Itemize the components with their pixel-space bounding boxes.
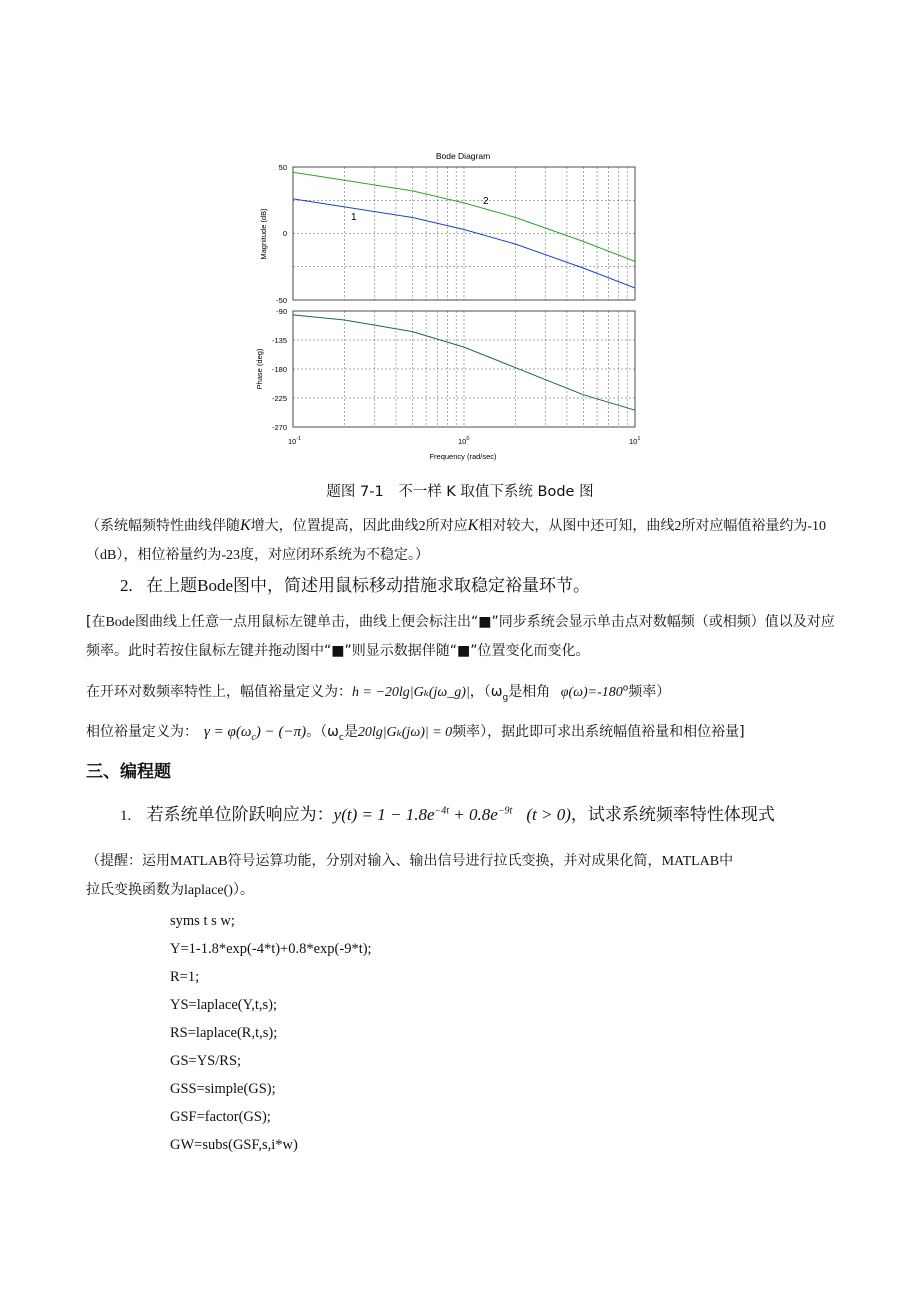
gain-margin-value: -10	[807, 519, 827, 534]
text: MATLAB	[170, 854, 228, 869]
phase-margin-value: -23	[221, 548, 241, 563]
subscript: g	[502, 692, 509, 703]
text: （提醒：运用	[86, 853, 170, 869]
formula: φ(ω)=-180	[560, 685, 623, 700]
phase-ytick: -90	[276, 307, 287, 316]
text: 频率）	[628, 684, 671, 700]
formula: h = −20lg|Gₖ(jω_g)|	[352, 685, 470, 700]
text: 在上题	[146, 576, 198, 596]
text: ）。	[232, 882, 254, 898]
code-line: R=1;	[170, 969, 200, 985]
gain-margin-definition	[86, 681, 670, 703]
formula: ) − (−π)	[255, 724, 307, 740]
formula: γ = φ(ω	[204, 724, 252, 740]
figure-caption: 题图 7-1 不一样 K 取值下系统 Bode 图	[326, 484, 594, 500]
text: ，试求系统频率特性体现式	[570, 805, 775, 825]
code-line: GS=YS/RS;	[170, 1053, 242, 1069]
chart-title: Bode Diagram	[435, 151, 491, 161]
text: 所对应	[425, 518, 468, 534]
section-title: 三、编程题	[86, 762, 171, 782]
superscript: −4t	[434, 805, 450, 817]
text: 度，对应闭环系统为不稳定。）	[240, 547, 430, 563]
question-2	[120, 571, 590, 596]
text: 增大，位置提高，因此曲线	[250, 518, 419, 534]
formula: (t > 0)	[526, 805, 571, 824]
unit: dB	[100, 548, 117, 563]
text: 图中，简述用鼠标移动措施求取稳定裕量环节。	[233, 576, 591, 596]
code-line: GSF=factor(GS);	[170, 1109, 271, 1125]
text: （系统幅频特性曲线伴随	[86, 518, 240, 534]
phase-ylabel: Phase (deg)	[255, 348, 264, 390]
code-line: GSS=simple(GS);	[170, 1081, 276, 1097]
curve-label-1: 1	[351, 212, 357, 223]
text: 符号运算功能，分别对输入、输出信号进行拉氏变换，并对成果化简，	[227, 853, 662, 869]
phase-ytick: -225	[271, 394, 287, 403]
text: MATLAB	[661, 854, 720, 869]
hint	[86, 847, 836, 905]
question-number: 1.	[120, 808, 132, 824]
text: 频率），据此即可求出系统幅值裕量和相位裕量]	[452, 724, 745, 740]
xtick-1: $10^0$	[458, 436, 470, 446]
phase-ytick: -270	[271, 423, 287, 432]
num: 2	[674, 519, 682, 534]
var-k: K	[467, 517, 479, 534]
phase-grid	[293, 311, 635, 427]
code-line: YS=laplace(Y,t,s);	[170, 997, 277, 1013]
text: ，（ω	[469, 684, 503, 700]
formula: 20lg|Gₖ(jω)| = 0	[357, 725, 453, 740]
phase-margin-definition	[86, 721, 745, 743]
paragraph-analysis	[86, 512, 836, 570]
formula: + 0.8e	[449, 805, 498, 824]
subscript: c	[251, 731, 256, 743]
text: 相对较大，从图中还可知，曲线	[478, 518, 675, 534]
mag-ytick: 50	[278, 163, 287, 172]
question-number: 2.	[120, 576, 133, 595]
subscript: c	[338, 732, 344, 743]
text: Bode	[197, 576, 234, 595]
bode-diagram	[240, 148, 660, 468]
code-line: Y=1-1.8*exp(-4*t)+0.8*exp(-9*t);	[170, 941, 372, 957]
phase-ytick: -180	[271, 365, 287, 374]
text: （	[86, 547, 100, 563]
problem-1	[120, 800, 775, 825]
mag-ylabel: Magnitude (dB)	[259, 208, 268, 260]
curve-label-2: 2	[483, 196, 489, 207]
xtick-0.1: $10^{-1}$	[288, 436, 302, 446]
paragraph-mouse-method	[86, 608, 836, 665]
code-line: syms t s w;	[170, 913, 235, 929]
text: [在	[86, 614, 106, 630]
text: ），相位裕量约为	[116, 547, 222, 563]
mag-ytick: -50	[276, 296, 287, 305]
code-line: GW=subs(GSF,s,i*w)	[170, 1137, 298, 1153]
num: 2	[418, 519, 426, 534]
code-line: RS=laplace(R,t,s);	[170, 1025, 278, 1041]
text: 在开环对数频率特性上，幅值裕量定义为：	[86, 684, 352, 700]
text: 相位裕量定义为：	[86, 724, 198, 740]
text: 。（ω	[306, 724, 339, 740]
xlabel: Frequency (rad/sec)	[429, 452, 497, 461]
text: 中	[719, 853, 734, 869]
magnitude-grid	[293, 167, 635, 300]
superscript: −9t	[497, 805, 513, 817]
xtick-10: $10^1$	[629, 436, 641, 446]
text: 是相角	[508, 684, 551, 700]
text: 图曲线上任意一点用鼠标左键单击，曲线上便会标注出“■”同步系统会显示单击点对数幅频（或相频）值以及对应频率。此时若按住鼠标左键并拖动图中“■”则显示数据伴随“■”位置变化而变化。	[86, 614, 835, 659]
var-k: K	[240, 517, 251, 534]
phase-ytick: -135	[271, 336, 287, 345]
superscript: o	[622, 683, 629, 694]
text: 拉氏变换函数为	[86, 882, 184, 898]
text: 所对应幅值裕量约为	[681, 518, 808, 534]
text: 若系统单位阶跃响应为：	[146, 805, 334, 825]
text: Bode	[105, 615, 136, 630]
formula: y(t) = 1 − 1.8e	[333, 805, 435, 824]
text: 是	[343, 724, 358, 740]
text: laplace()	[184, 883, 233, 898]
mag-ytick: 0	[282, 229, 287, 238]
